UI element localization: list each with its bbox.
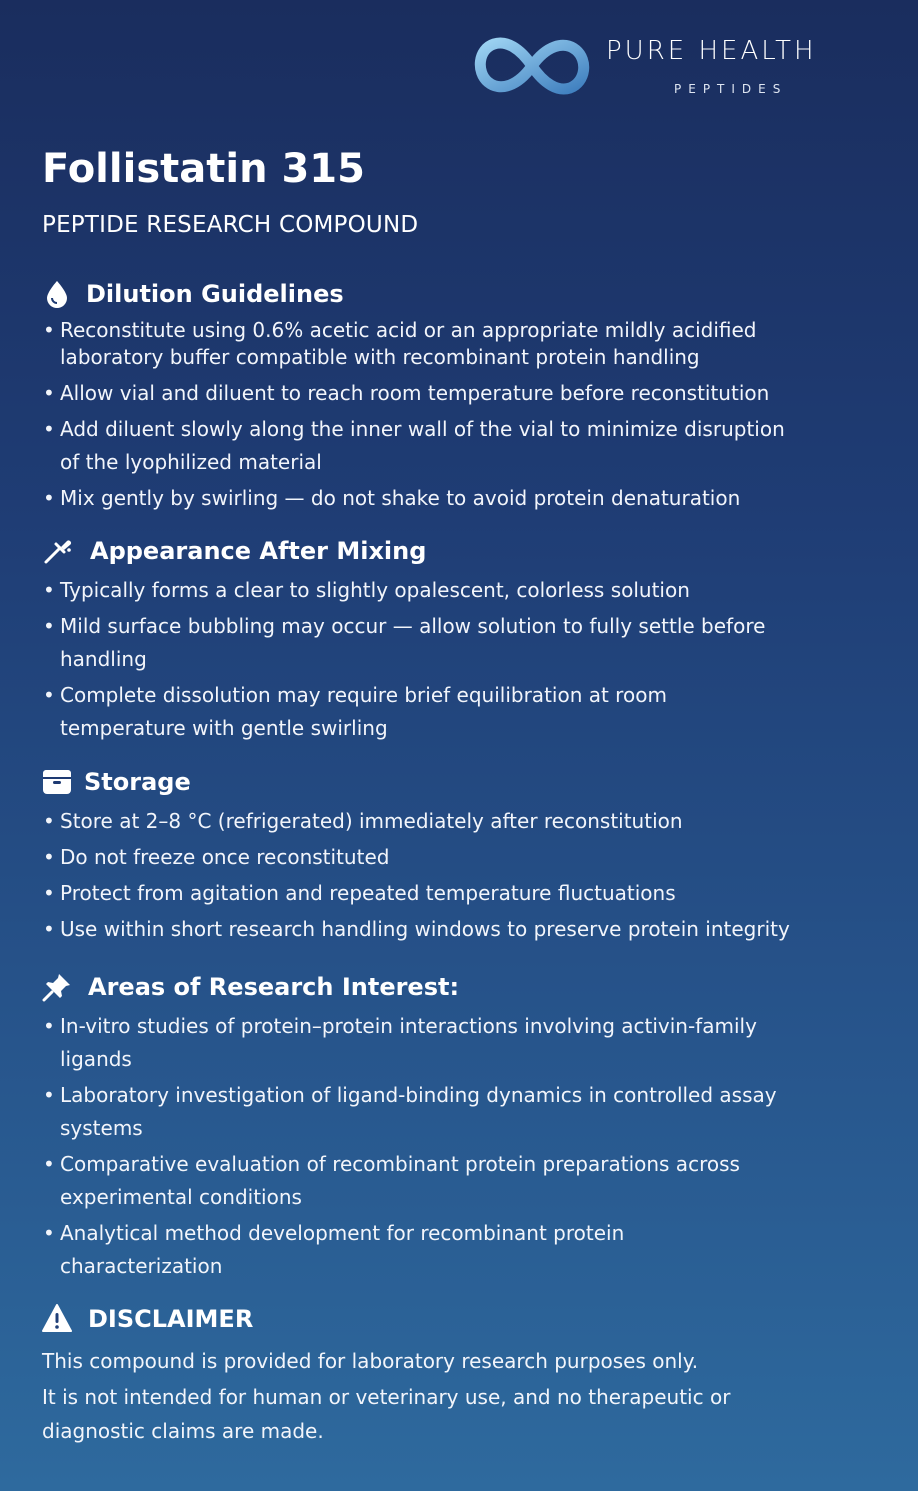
list-item: • Use within short research handling windows to preserve protein integrity (42, 913, 882, 946)
research-title: Areas of Research Interest: (88, 973, 460, 1001)
list-item: • Complete dissolution may require brief equilibration at room temperature with gentle swirling (42, 679, 882, 745)
storage-section (42, 765, 882, 949)
appearance-section (42, 534, 882, 748)
disclaimer-section (42, 1302, 882, 1448)
list-item: • Typically forms a clear to slightly opalescent, colorless solution (42, 574, 882, 607)
product-subtitle: PEPTIDE RESEARCH COMPOUND (42, 212, 419, 238)
storage-list (42, 805, 882, 946)
list-item: • Protect from agitation and repeated temperature fluctuations (42, 877, 882, 910)
dilution-heading (42, 277, 882, 311)
brand-logo (472, 30, 892, 102)
water-drop-icon (42, 279, 74, 309)
list-item: • Mild surface bubbling may occur — allow solution to fully settle before handling (42, 610, 882, 676)
appearance-heading (42, 534, 882, 568)
pushpin-icon (42, 972, 76, 1002)
dilution-list (42, 317, 882, 515)
list-item: • In-vitro studies of protein–protein interactions involving activin-family ligands (42, 1010, 882, 1076)
dilution-title: Dilution Guidelines (86, 280, 344, 308)
list-item: • Add diluent slowly along the inner wall of the vial to minimize disruption of the lyophilized material (42, 413, 882, 479)
research-section (42, 970, 882, 1286)
list-item: • Allow vial and diluent to reach room temperature before reconstitution (42, 377, 882, 410)
pipette-icon (42, 536, 78, 566)
brand-name: PURE HEALTH (606, 36, 817, 66)
product-title: Follistatin 315 (42, 146, 365, 192)
storage-title: Storage (84, 768, 191, 796)
dilution-section (42, 277, 882, 518)
disclaimer-line: It is not intended for human or veterinary use, and no therapeutic or diagnostic claims are made. (42, 1385, 731, 1443)
list-item: • Mix gently by swirling — do not shake to avoid protein denaturation (42, 482, 882, 515)
list-item: • Laboratory investigation of ligand-binding dynamics in controlled assay systems (42, 1079, 882, 1145)
storage-box-icon (42, 767, 74, 797)
research-list (42, 1010, 882, 1283)
infinity-logo-icon (472, 30, 592, 102)
list-item: • Do not freeze once reconstituted (42, 841, 882, 874)
list-item: • Store at 2–8 °C (refrigerated) immediately after reconstitution (42, 805, 882, 838)
list-item: • Comparative evaluation of recombinant protein preparations across experimental conditions (42, 1148, 882, 1214)
disclaimer-heading (42, 1302, 882, 1336)
appearance-list (42, 574, 882, 745)
list-item: • Reconstitute using 0.6% acetic acid or an appropriate mildly acidified laboratory buffer compatible with recombinant protein handling (42, 317, 882, 371)
storage-heading (42, 765, 882, 799)
appearance-title: Appearance After Mixing (90, 537, 427, 565)
research-heading (42, 970, 882, 1004)
disclaimer-line: This compound is provided for laboratory research purposes only. (42, 1349, 699, 1373)
disclaimer-text (42, 1344, 882, 1448)
brand-subtitle: PEPTIDES (674, 82, 788, 96)
disclaimer-title: DISCLAIMER (88, 1305, 254, 1333)
list-item: • Analytical method development for recombinant protein characterization (42, 1217, 882, 1283)
warning-icon (42, 1304, 76, 1334)
